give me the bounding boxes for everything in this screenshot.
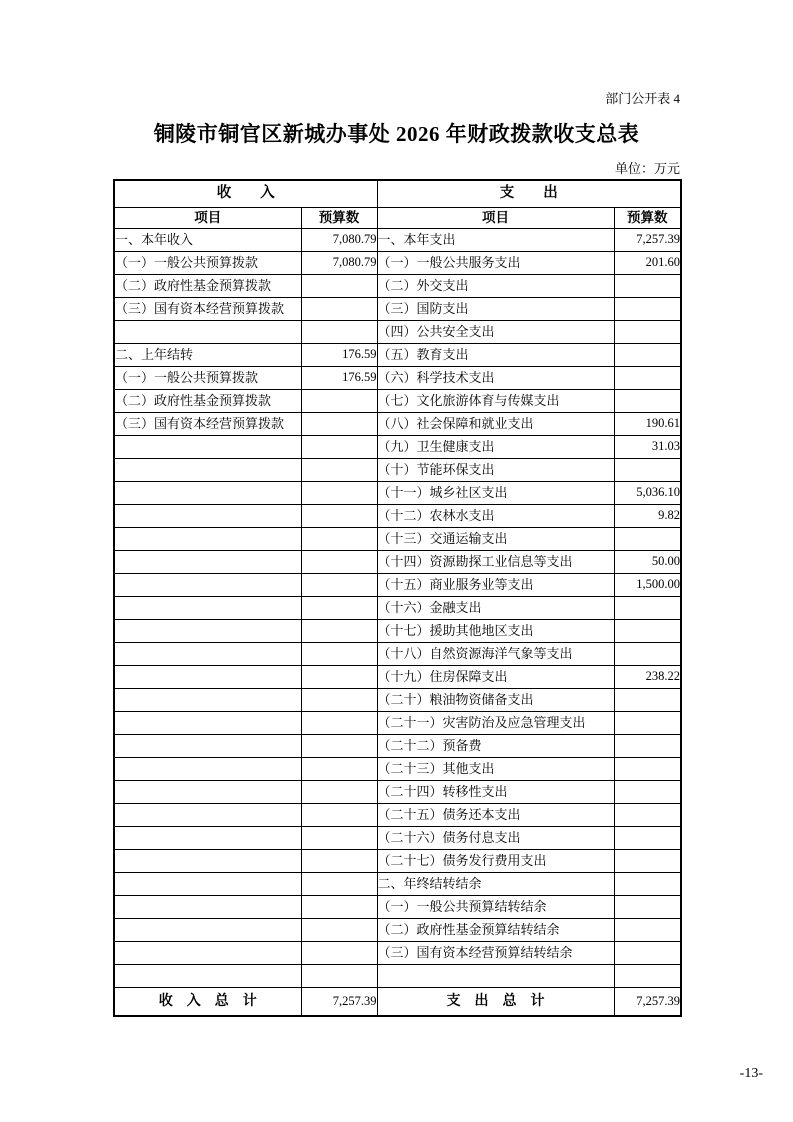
income-item-cell bbox=[114, 666, 301, 689]
table-row bbox=[114, 574, 681, 597]
expense-item-cell: （二十五）债务还本支出 bbox=[377, 804, 614, 827]
expense-value-cell: 31.03 bbox=[614, 436, 681, 459]
income-item-cell bbox=[114, 689, 301, 712]
table-row bbox=[114, 252, 681, 275]
income-item-cell bbox=[114, 574, 301, 597]
table-row bbox=[114, 367, 681, 390]
expense-item-cell: （二十二）预备费 bbox=[377, 735, 614, 758]
expense-value-cell: 50.00 bbox=[614, 551, 681, 574]
expense-value-cell bbox=[614, 896, 681, 919]
expense-item-cell: （二）政府性基金预算结转结余 bbox=[377, 919, 614, 942]
table-row bbox=[114, 758, 681, 781]
income-value-cell bbox=[301, 390, 377, 413]
expense-value-cell bbox=[614, 850, 681, 873]
income-item-cell bbox=[114, 758, 301, 781]
expense-item-cell: （十九）住房保障支出 bbox=[377, 666, 614, 689]
income-item-cell bbox=[114, 919, 301, 942]
table-row bbox=[114, 459, 681, 482]
income-item-cell bbox=[114, 459, 301, 482]
unit-label: 单位：万元 bbox=[614, 161, 680, 177]
expenditure-total-value: 7,257.39 bbox=[614, 988, 681, 1017]
income-item-cell: （一）一般公共预算拨款 bbox=[114, 252, 301, 275]
income-item-cell bbox=[114, 965, 301, 988]
expense-value-cell: 190.61 bbox=[614, 413, 681, 436]
income-value-cell bbox=[301, 436, 377, 459]
income-item-cell bbox=[114, 482, 301, 505]
table-header bbox=[114, 180, 681, 229]
table-row bbox=[114, 896, 681, 919]
expense-item-cell: （七）文化旅游体育与传媒支出 bbox=[377, 390, 614, 413]
expense-item-cell: （十四）资源勘探工业信息等支出 bbox=[377, 551, 614, 574]
expense-item-cell: （八）社会保障和就业支出 bbox=[377, 413, 614, 436]
table-row bbox=[114, 712, 681, 735]
income-value-cell bbox=[301, 298, 377, 321]
expense-item-cell: （十六）金融支出 bbox=[377, 597, 614, 620]
income-value-cell bbox=[301, 643, 377, 666]
total-row bbox=[114, 988, 681, 1017]
income-item-cell bbox=[114, 551, 301, 574]
table-row bbox=[114, 344, 681, 367]
expense-value-cell bbox=[614, 965, 681, 988]
table-row bbox=[114, 229, 681, 252]
income-value-cell: 7,080.79 bbox=[301, 252, 377, 275]
table-row bbox=[114, 597, 681, 620]
expense-item-cell: （三）国有资本经营预算结转结余 bbox=[377, 942, 614, 965]
income-value-cell bbox=[301, 505, 377, 528]
income-item-cell bbox=[114, 505, 301, 528]
expense-value-cell bbox=[614, 275, 681, 298]
table-row bbox=[114, 666, 681, 689]
expense-value-cell bbox=[614, 689, 681, 712]
income-value-cell bbox=[301, 620, 377, 643]
table-row bbox=[114, 827, 681, 850]
income-value-cell bbox=[301, 873, 377, 896]
expense-item-cell: （十三）交通运输支出 bbox=[377, 528, 614, 551]
expense-value-cell bbox=[614, 643, 681, 666]
expenditure-section-header: 支 出 bbox=[377, 180, 681, 208]
expense-value-cell: 7,257.39 bbox=[614, 229, 681, 252]
income-item-cell bbox=[114, 597, 301, 620]
income-item-cell bbox=[114, 643, 301, 666]
expense-value-cell bbox=[614, 298, 681, 321]
expense-value-cell: 5,036.10 bbox=[614, 482, 681, 505]
table-row bbox=[114, 643, 681, 666]
income-item-cell bbox=[114, 712, 301, 735]
expense-item-cell: （十二）农林水支出 bbox=[377, 505, 614, 528]
expense-item-cell: （二十）粮油物资储备支出 bbox=[377, 689, 614, 712]
income-value-cell bbox=[301, 275, 377, 298]
column-header-row bbox=[114, 208, 681, 229]
income-item-cell bbox=[114, 436, 301, 459]
expense-value-cell bbox=[614, 390, 681, 413]
expense-value-cell bbox=[614, 735, 681, 758]
expense-item-cell: （二十七）债务发行费用支出 bbox=[377, 850, 614, 873]
table-row bbox=[114, 275, 681, 298]
income-item-cell: （二）政府性基金预算拨款 bbox=[114, 275, 301, 298]
table-row bbox=[114, 551, 681, 574]
table-row bbox=[114, 482, 681, 505]
income-item-cell bbox=[114, 781, 301, 804]
page-title: 铜陵市铜官区新城办事处 2026 年财政拨款收支总表 bbox=[153, 121, 640, 146]
income-item-cell: （三）国有资本经营预算拨款 bbox=[114, 413, 301, 436]
expense-item-cell bbox=[377, 965, 614, 988]
expense-item-cell: （二十一）灾害防治及应急管理支出 bbox=[377, 712, 614, 735]
expense-item-cell: （一）一般公共预算结转结余 bbox=[377, 896, 614, 919]
table-row bbox=[114, 735, 681, 758]
income-value-cell bbox=[301, 413, 377, 436]
income-total-label: 收 入 总 计 bbox=[114, 988, 301, 1017]
income-value-cell bbox=[301, 919, 377, 942]
expense-item-cell: （三）国防支出 bbox=[377, 298, 614, 321]
expense-item-cell: （九）卫生健康支出 bbox=[377, 436, 614, 459]
income-total-value: 7,257.39 bbox=[301, 988, 377, 1017]
table-row bbox=[114, 436, 681, 459]
expense-value-cell bbox=[614, 919, 681, 942]
expense-item-cell: （十七）援助其他地区支出 bbox=[377, 620, 614, 643]
income-value-cell: 176.59 bbox=[301, 344, 377, 367]
table-row bbox=[114, 413, 681, 436]
expense-value-cell bbox=[614, 367, 681, 390]
income-item-cell bbox=[114, 827, 301, 850]
income-section-header: 收 入 bbox=[114, 180, 377, 208]
corner-label: 部门公开表 4 bbox=[605, 91, 680, 106]
document-content bbox=[113, 0, 680, 1017]
expense-item-cell: （二十六）债务付息支出 bbox=[377, 827, 614, 850]
income-value-cell bbox=[301, 528, 377, 551]
expense-value-cell bbox=[614, 321, 681, 344]
expense-value-cell: 1,500.00 bbox=[614, 574, 681, 597]
expense-value-cell bbox=[614, 528, 681, 551]
income-item-cell bbox=[114, 321, 301, 344]
expense-value-cell bbox=[614, 459, 681, 482]
table-row bbox=[114, 620, 681, 643]
income-item-cell: 二、上年结转 bbox=[114, 344, 301, 367]
table-row bbox=[114, 919, 681, 942]
table-row bbox=[114, 505, 681, 528]
income-value-cell bbox=[301, 574, 377, 597]
income-item-cell bbox=[114, 896, 301, 919]
expenditure-total-label: 支 出 总 计 bbox=[377, 988, 614, 1017]
expense-value-cell bbox=[614, 942, 681, 965]
income-value-cell bbox=[301, 551, 377, 574]
income-item-cell bbox=[114, 873, 301, 896]
expense-item-cell: （一）一般公共服务支出 bbox=[377, 252, 614, 275]
income-item-cell bbox=[114, 850, 301, 873]
table-row bbox=[114, 321, 681, 344]
table-footer bbox=[114, 988, 681, 1017]
income-item-cell bbox=[114, 804, 301, 827]
income-value-cell bbox=[301, 804, 377, 827]
table-body bbox=[114, 229, 681, 988]
expense-value-cell bbox=[614, 597, 681, 620]
expense-value-cell: 238.22 bbox=[614, 666, 681, 689]
table-row bbox=[114, 390, 681, 413]
income-value-cell bbox=[301, 965, 377, 988]
income-value-cell bbox=[301, 689, 377, 712]
income-item-cell: （一）一般公共预算拨款 bbox=[114, 367, 301, 390]
expense-value-cell: 9.82 bbox=[614, 505, 681, 528]
expense-item-cell: （五）教育支出 bbox=[377, 344, 614, 367]
expense-budget-column-header: 预算数 bbox=[614, 208, 681, 229]
expense-value-cell bbox=[614, 804, 681, 827]
income-item-cell bbox=[114, 620, 301, 643]
expense-value-cell bbox=[614, 344, 681, 367]
income-value-cell bbox=[301, 459, 377, 482]
expense-item-cell: 二、年终结转结余 bbox=[377, 873, 614, 896]
table-row bbox=[114, 298, 681, 321]
expense-item-cell: （十五）商业服务业等支出 bbox=[377, 574, 614, 597]
income-value-cell bbox=[301, 827, 377, 850]
income-value-cell bbox=[301, 597, 377, 620]
table-row bbox=[114, 965, 681, 988]
income-item-cell bbox=[114, 528, 301, 551]
income-item-cell: （二）政府性基金预算拨款 bbox=[114, 390, 301, 413]
expense-value-cell bbox=[614, 620, 681, 643]
table-row bbox=[114, 689, 681, 712]
table-row bbox=[114, 804, 681, 827]
expense-value-cell bbox=[614, 873, 681, 896]
income-value-cell bbox=[301, 735, 377, 758]
expense-item-cell: （二）外交支出 bbox=[377, 275, 614, 298]
income-value-cell bbox=[301, 758, 377, 781]
expense-item-cell: （二十三）其他支出 bbox=[377, 758, 614, 781]
income-value-cell bbox=[301, 321, 377, 344]
income-value-cell bbox=[301, 850, 377, 873]
expense-item-cell: （十八）自然资源海洋气象等支出 bbox=[377, 643, 614, 666]
table-row bbox=[114, 781, 681, 804]
income-value-cell bbox=[301, 482, 377, 505]
expense-item-cell: 一、本年支出 bbox=[377, 229, 614, 252]
income-item-column-header: 项目 bbox=[114, 208, 301, 229]
income-value-cell bbox=[301, 896, 377, 919]
table-row bbox=[114, 942, 681, 965]
expense-value-cell bbox=[614, 712, 681, 735]
income-item-cell bbox=[114, 735, 301, 758]
income-value-cell: 176.59 bbox=[301, 367, 377, 390]
expense-item-column-header: 项目 bbox=[377, 208, 614, 229]
income-item-cell bbox=[114, 942, 301, 965]
expense-value-cell bbox=[614, 827, 681, 850]
expense-value-cell bbox=[614, 781, 681, 804]
expense-item-cell: （十）节能环保支出 bbox=[377, 459, 614, 482]
expense-value-cell bbox=[614, 758, 681, 781]
income-value-cell: 7,080.79 bbox=[301, 229, 377, 252]
page-number: -13- bbox=[739, 1066, 763, 1081]
income-value-cell bbox=[301, 942, 377, 965]
budget-table bbox=[113, 179, 682, 1017]
table-row bbox=[114, 873, 681, 896]
table-row bbox=[114, 528, 681, 551]
expense-item-cell: （六）科学技术支出 bbox=[377, 367, 614, 390]
income-item-cell: （三）国有资本经营预算拨款 bbox=[114, 298, 301, 321]
income-item-cell: 一、本年收入 bbox=[114, 229, 301, 252]
table-row bbox=[114, 850, 681, 873]
section-header-row bbox=[114, 180, 681, 208]
expense-item-cell: （十一）城乡社区支出 bbox=[377, 482, 614, 505]
expense-value-cell: 201.60 bbox=[614, 252, 681, 275]
income-value-cell bbox=[301, 781, 377, 804]
income-budget-column-header: 预算数 bbox=[301, 208, 377, 229]
expense-item-cell: （四）公共安全支出 bbox=[377, 321, 614, 344]
expense-item-cell: （二十四）转移性支出 bbox=[377, 781, 614, 804]
income-value-cell bbox=[301, 666, 377, 689]
income-value-cell bbox=[301, 712, 377, 735]
